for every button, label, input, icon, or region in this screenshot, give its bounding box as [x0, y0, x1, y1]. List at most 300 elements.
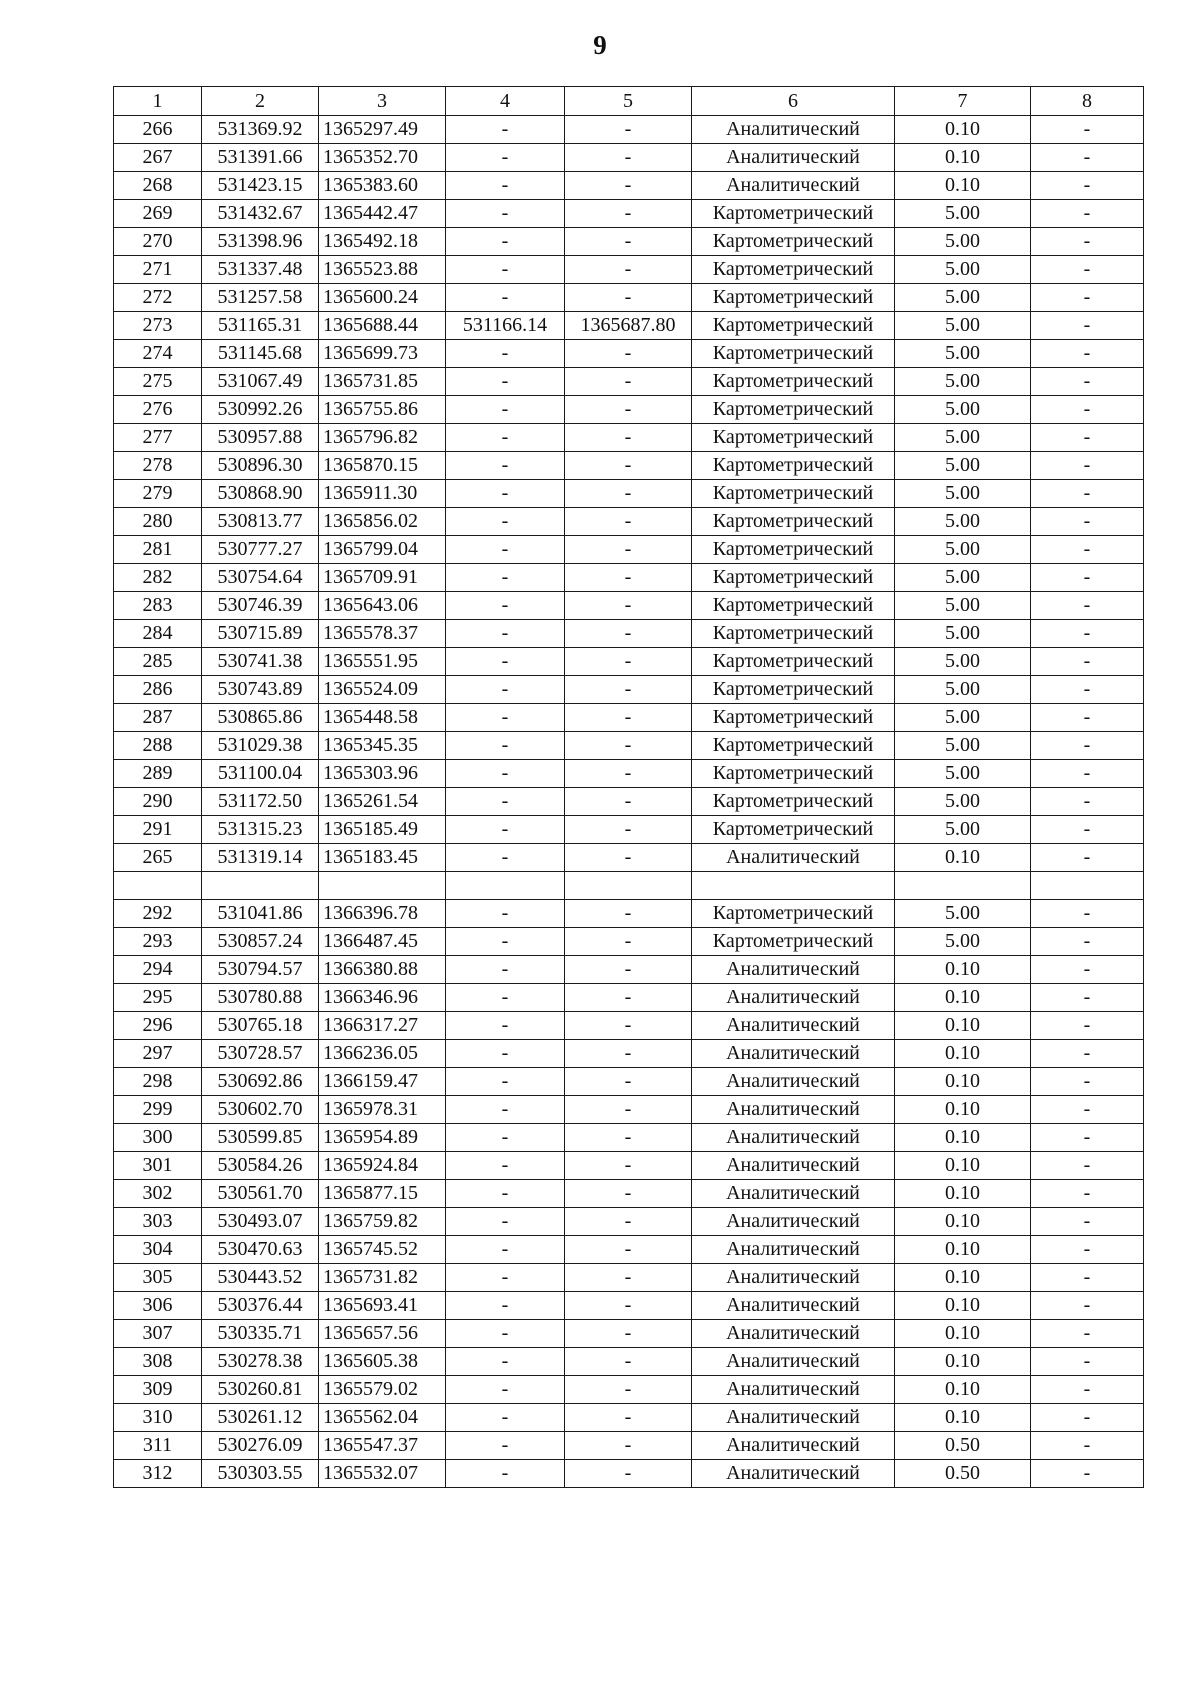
- table-cell-col-2: 530857.24: [202, 928, 319, 956]
- table-row: [114, 368, 1144, 396]
- table-cell-col-5: -: [565, 1348, 692, 1376]
- table-cell-col-7: 5.00: [895, 564, 1031, 592]
- table-cell-col-3: 1365796.82: [319, 424, 446, 452]
- table-cell-col-2: 530957.88: [202, 424, 319, 452]
- table-cell-col-2: 530584.26: [202, 1152, 319, 1180]
- table-cell-col-8: -: [1031, 1264, 1144, 1292]
- table-row: [114, 284, 1144, 312]
- table-cell-col-5: -: [565, 620, 692, 648]
- table-row: [114, 256, 1144, 284]
- table-cell-col-7: 5.00: [895, 228, 1031, 256]
- table-row: [114, 1348, 1144, 1376]
- table-cell-col-3: 1365911.30: [319, 480, 446, 508]
- table-cell-col-8: -: [1031, 144, 1144, 172]
- table-cell-col-7: 5.00: [895, 256, 1031, 284]
- table-row: [114, 648, 1144, 676]
- table-cell-col-5: -: [565, 1376, 692, 1404]
- table-cell-col-8: -: [1031, 564, 1144, 592]
- table-cell-col-3: 1365352.70: [319, 144, 446, 172]
- header-cell-col-3: 3: [319, 87, 446, 116]
- table-cell-col-8: -: [1031, 1376, 1144, 1404]
- table-cell-col-7: 5.00: [895, 592, 1031, 620]
- table-cell-col-1: 282: [114, 564, 202, 592]
- table-cell-col-8: -: [1031, 816, 1144, 844]
- table-cell-col-8: -: [1031, 312, 1144, 340]
- table-cell-col-3: 1365799.04: [319, 536, 446, 564]
- table-cell-col-5: -: [565, 1124, 692, 1152]
- table-cell-col-4: -: [446, 1264, 565, 1292]
- table-cell-col-2: 530754.64: [202, 564, 319, 592]
- table-row: [114, 480, 1144, 508]
- table-cell-col-7: 5.00: [895, 480, 1031, 508]
- table-cell-col-6: Аналитический: [692, 1376, 895, 1404]
- table-cell-col-5: -: [565, 704, 692, 732]
- table-cell-col-2: 530602.70: [202, 1096, 319, 1124]
- table-cell-col-6: Аналитический: [692, 144, 895, 172]
- table-cell-col-5: -: [565, 452, 692, 480]
- table-cell-col-3: 1365442.47: [319, 200, 446, 228]
- table-row: [114, 1040, 1144, 1068]
- header-cell-col-8: 8: [1031, 87, 1144, 116]
- table-cell-col-4: -: [446, 396, 565, 424]
- table-cell-col-6: Картометрический: [692, 536, 895, 564]
- table-row: [114, 1012, 1144, 1040]
- table-row: [114, 1236, 1144, 1264]
- table-cell-col-3: 1365261.54: [319, 788, 446, 816]
- table-cell-col-4: -: [446, 620, 565, 648]
- table-cell-col-3: 1365605.38: [319, 1348, 446, 1376]
- table-cell-col-8: -: [1031, 172, 1144, 200]
- table-cell-col-4: -: [446, 788, 565, 816]
- table-cell-col-4: -: [446, 368, 565, 396]
- table-cell-col-7: 0.10: [895, 1348, 1031, 1376]
- table-cell-col-7: 5.00: [895, 312, 1031, 340]
- table-cell-col-1: 279: [114, 480, 202, 508]
- table-cell-col-1: [114, 872, 202, 900]
- table-cell-col-7: 0.10: [895, 1180, 1031, 1208]
- table-cell-col-5: -: [565, 760, 692, 788]
- table-row: [114, 928, 1144, 956]
- table-cell-col-6: Аналитический: [692, 1096, 895, 1124]
- table-row: [114, 620, 1144, 648]
- table-cell-col-8: -: [1031, 480, 1144, 508]
- table-row: [114, 312, 1144, 340]
- table-cell-col-7: 0.10: [895, 1096, 1031, 1124]
- table-cell-col-2: 530443.52: [202, 1264, 319, 1292]
- table-cell-col-1: 288: [114, 732, 202, 760]
- table-cell-col-8: -: [1031, 1068, 1144, 1096]
- table-cell-col-2: 531391.66: [202, 144, 319, 172]
- table-cell-col-5: -: [565, 592, 692, 620]
- table-cell-col-5: -: [565, 900, 692, 928]
- table-cell-col-2: 530728.57: [202, 1040, 319, 1068]
- table-cell-col-8: -: [1031, 592, 1144, 620]
- table-cell-col-8: -: [1031, 1460, 1144, 1488]
- table-cell-col-7: [895, 872, 1031, 900]
- table-cell-col-6: Аналитический: [692, 844, 895, 872]
- table-cell-col-3: 1365547.37: [319, 1432, 446, 1460]
- table-cell-col-1: 294: [114, 956, 202, 984]
- table-cell-col-1: 274: [114, 340, 202, 368]
- table-cell-col-1: 267: [114, 144, 202, 172]
- table-cell-col-2: 530865.86: [202, 704, 319, 732]
- table-cell-col-5: -: [565, 1040, 692, 1068]
- table-cell-col-4: -: [446, 1124, 565, 1152]
- table-cell-col-2: 530260.81: [202, 1376, 319, 1404]
- table-cell-col-6: Картометрический: [692, 508, 895, 536]
- header-cell-col-5: 5: [565, 87, 692, 116]
- table-cell-col-4: -: [446, 228, 565, 256]
- table-cell-col-3: 1366236.05: [319, 1040, 446, 1068]
- table-cell-col-7: 5.00: [895, 508, 1031, 536]
- table-cell-col-5: -: [565, 648, 692, 676]
- table-cell-col-6: Картометрический: [692, 424, 895, 452]
- table-cell-col-5: -: [565, 816, 692, 844]
- table-cell-col-2: 531067.49: [202, 368, 319, 396]
- table-cell-col-3: 1366380.88: [319, 956, 446, 984]
- table-cell-col-3: [319, 872, 446, 900]
- table-cell-col-4: -: [446, 508, 565, 536]
- table-cell-col-7: 0.10: [895, 1236, 1031, 1264]
- table-cell-col-2: 530376.44: [202, 1292, 319, 1320]
- table-cell-col-3: 1365688.44: [319, 312, 446, 340]
- table-cell-col-1: 291: [114, 816, 202, 844]
- table-row: [114, 1320, 1144, 1348]
- table-cell-col-4: -: [446, 116, 565, 144]
- table-cell-col-8: -: [1031, 1040, 1144, 1068]
- table-cell-col-7: 0.10: [895, 1292, 1031, 1320]
- table-cell-col-4: -: [446, 1376, 565, 1404]
- table-cell-col-5: -: [565, 1012, 692, 1040]
- table-cell-col-6: Аналитический: [692, 1040, 895, 1068]
- table-row: [114, 1404, 1144, 1432]
- table-cell-col-8: -: [1031, 284, 1144, 312]
- table-cell-col-8: -: [1031, 368, 1144, 396]
- table-cell-col-7: 0.10: [895, 1376, 1031, 1404]
- table-cell-col-6: Картометрический: [692, 312, 895, 340]
- table-cell-col-8: -: [1031, 1348, 1144, 1376]
- table-row: [114, 564, 1144, 592]
- table-cell-col-8: -: [1031, 1404, 1144, 1432]
- table-cell-col-6: Картометрический: [692, 648, 895, 676]
- table-cell-col-1: 298: [114, 1068, 202, 1096]
- table-cell-col-5: -: [565, 1460, 692, 1488]
- table-cell-col-8: -: [1031, 732, 1144, 760]
- table-cell-col-4: -: [446, 1208, 565, 1236]
- table-cell-col-4: -: [446, 648, 565, 676]
- table-cell-col-7: 5.00: [895, 816, 1031, 844]
- table-cell-col-7: 5.00: [895, 648, 1031, 676]
- table-cell-col-7: 5.00: [895, 788, 1031, 816]
- table-cell-col-1: 275: [114, 368, 202, 396]
- table-row: [114, 424, 1144, 452]
- table-cell-col-3: 1365185.49: [319, 816, 446, 844]
- header-cell-col-6: 6: [692, 87, 895, 116]
- table-cell-col-2: 530715.89: [202, 620, 319, 648]
- table-cell-col-3: 1365643.06: [319, 592, 446, 620]
- table-cell-col-5: -: [565, 368, 692, 396]
- table-cell-col-4: -: [446, 1236, 565, 1264]
- table-cell-col-5: -: [565, 1208, 692, 1236]
- table-cell-col-6: Картометрический: [692, 900, 895, 928]
- table-cell-col-6: Аналитический: [692, 1348, 895, 1376]
- table-cell-col-8: -: [1031, 396, 1144, 424]
- table-row: [114, 116, 1144, 144]
- table-cell-col-3: 1365303.96: [319, 760, 446, 788]
- table-cell-col-8: -: [1031, 984, 1144, 1012]
- table-cell-col-5: -: [565, 1264, 692, 1292]
- table-cell-col-7: 0.10: [895, 1124, 1031, 1152]
- table-cell-col-2: 530303.55: [202, 1460, 319, 1488]
- table-cell-col-4: -: [446, 760, 565, 788]
- table-cell-col-6: Картометрический: [692, 928, 895, 956]
- table-cell-col-8: -: [1031, 676, 1144, 704]
- table-cell-col-3: 1365924.84: [319, 1152, 446, 1180]
- table-cell-col-3: 1365745.52: [319, 1236, 446, 1264]
- table-cell-col-7: 0.10: [895, 1152, 1031, 1180]
- table-cell-col-8: -: [1031, 1432, 1144, 1460]
- table-cell-col-7: 0.10: [895, 844, 1031, 872]
- table-row: [114, 340, 1144, 368]
- table-cell-col-5: -: [565, 396, 692, 424]
- table-cell-col-5: -: [565, 1068, 692, 1096]
- table-row: [114, 228, 1144, 256]
- table-cell-col-3: 1366317.27: [319, 1012, 446, 1040]
- table-cell-col-1: 297: [114, 1040, 202, 1068]
- table-cell-col-2: 530561.70: [202, 1180, 319, 1208]
- table-cell-col-7: 5.00: [895, 340, 1031, 368]
- table-cell-col-1: 300: [114, 1124, 202, 1152]
- table-cell-col-7: 0.50: [895, 1460, 1031, 1488]
- table-cell-col-8: -: [1031, 116, 1144, 144]
- table-cell-col-3: 1366346.96: [319, 984, 446, 1012]
- table-cell-col-5: -: [565, 984, 692, 1012]
- table-cell-col-4: 531166.14: [446, 312, 565, 340]
- table-cell-col-2: 530896.30: [202, 452, 319, 480]
- table-cell-col-3: 1365532.07: [319, 1460, 446, 1488]
- table-cell-col-3: 1365297.49: [319, 116, 446, 144]
- table-row: [114, 1180, 1144, 1208]
- table-row: [114, 816, 1144, 844]
- table-row: [114, 1208, 1144, 1236]
- table-row: [114, 200, 1144, 228]
- table-cell-col-7: 5.00: [895, 200, 1031, 228]
- table-cell-col-4: -: [446, 452, 565, 480]
- table-cell-col-6: Аналитический: [692, 1404, 895, 1432]
- table-cell-col-2: 530777.27: [202, 536, 319, 564]
- table-cell-col-1: 309: [114, 1376, 202, 1404]
- table-cell-col-2: 530493.07: [202, 1208, 319, 1236]
- table-cell-col-1: 289: [114, 760, 202, 788]
- table-cell-col-5: -: [565, 1236, 692, 1264]
- table-cell-col-2: [202, 872, 319, 900]
- table-cell-col-7: 0.10: [895, 144, 1031, 172]
- table-cell-col-1: 283: [114, 592, 202, 620]
- table-cell-col-1: 299: [114, 1096, 202, 1124]
- table-cell-col-2: 530741.38: [202, 648, 319, 676]
- table-cell-col-2: 531319.14: [202, 844, 319, 872]
- table-cell-col-6: Аналитический: [692, 1236, 895, 1264]
- table-cell-col-6: Картометрический: [692, 816, 895, 844]
- table-cell-col-3: 1365579.02: [319, 1376, 446, 1404]
- table-cell-col-8: -: [1031, 340, 1144, 368]
- table-row: [114, 788, 1144, 816]
- table-cell-col-6: [692, 872, 895, 900]
- table-cell-col-1: 290: [114, 788, 202, 816]
- table-cell-col-7: 5.00: [895, 704, 1031, 732]
- table-cell-col-1: 265: [114, 844, 202, 872]
- table-cell-col-5: -: [565, 732, 692, 760]
- table-cell-col-4: -: [446, 956, 565, 984]
- table-cell-col-3: 1365492.18: [319, 228, 446, 256]
- table-cell-col-3: 1365870.15: [319, 452, 446, 480]
- table-cell-col-1: 312: [114, 1460, 202, 1488]
- table-cell-col-6: Аналитический: [692, 1264, 895, 1292]
- table-cell-col-5: -: [565, 1432, 692, 1460]
- table-cell-col-5: -: [565, 956, 692, 984]
- table-cell-col-2: 530813.77: [202, 508, 319, 536]
- table-cell-col-8: -: [1031, 452, 1144, 480]
- table-cell-col-1: 304: [114, 1236, 202, 1264]
- table-cell-col-1: 305: [114, 1264, 202, 1292]
- table-cell-col-1: 301: [114, 1152, 202, 1180]
- table-cell-col-7: 5.00: [895, 284, 1031, 312]
- table-cell-col-6: Аналитический: [692, 1208, 895, 1236]
- table-row: [114, 1432, 1144, 1460]
- table-cell-col-2: 530765.18: [202, 1012, 319, 1040]
- table-cell-col-5: [565, 872, 692, 900]
- table-cell-col-2: 530794.57: [202, 956, 319, 984]
- table-cell-col-4: -: [446, 1320, 565, 1348]
- table-cell-col-8: -: [1031, 844, 1144, 872]
- table-cell-col-3: 1365856.02: [319, 508, 446, 536]
- table-cell-col-1: 306: [114, 1292, 202, 1320]
- table-cell-col-4: -: [446, 480, 565, 508]
- table-cell-col-1: 285: [114, 648, 202, 676]
- table-cell-col-6: Картометрический: [692, 340, 895, 368]
- table-cell-col-6: Аналитический: [692, 1320, 895, 1348]
- table-cell-col-1: 284: [114, 620, 202, 648]
- table-cell-col-4: -: [446, 340, 565, 368]
- table-cell-col-5: -: [565, 564, 692, 592]
- table-cell-col-4: -: [446, 1292, 565, 1320]
- table-cell-col-5: -: [565, 928, 692, 956]
- table-cell-col-1: 307: [114, 1320, 202, 1348]
- table-cell-col-3: 1365731.82: [319, 1264, 446, 1292]
- table-cell-col-3: 1365709.91: [319, 564, 446, 592]
- table-cell-col-6: Картометрический: [692, 676, 895, 704]
- table-cell-col-8: -: [1031, 900, 1144, 928]
- table-cell-col-6: Аналитический: [692, 172, 895, 200]
- table-row: [114, 704, 1144, 732]
- table-cell-col-6: Картометрический: [692, 704, 895, 732]
- header-cell-col-7: 7: [895, 87, 1031, 116]
- table-cell-col-6: Картометрический: [692, 620, 895, 648]
- table-row: [114, 508, 1144, 536]
- table-cell-col-3: 1365345.35: [319, 732, 446, 760]
- table-cell-col-1: 302: [114, 1180, 202, 1208]
- table-cell-col-5: -: [565, 200, 692, 228]
- table-cell-col-6: Картометрический: [692, 396, 895, 424]
- table-cell-col-4: -: [446, 256, 565, 284]
- table-cell-col-4: -: [446, 704, 565, 732]
- table-cell-col-5: -: [565, 1152, 692, 1180]
- table-cell-col-7: 0.10: [895, 116, 1031, 144]
- table-cell-col-5: -: [565, 788, 692, 816]
- table-cell-col-6: Аналитический: [692, 1180, 895, 1208]
- table-row: [114, 732, 1144, 760]
- table-cell-col-1: 270: [114, 228, 202, 256]
- table-cell-col-2: 530992.26: [202, 396, 319, 424]
- table-row: [114, 1376, 1144, 1404]
- table-cell-col-5: -: [565, 228, 692, 256]
- table-cell-col-7: 5.00: [895, 900, 1031, 928]
- table-cell-col-2: 531337.48: [202, 256, 319, 284]
- table-cell-col-1: 293: [114, 928, 202, 956]
- table-cell-col-2: 531100.04: [202, 760, 319, 788]
- table-cell-col-1: 292: [114, 900, 202, 928]
- table-cell-col-3: 1365954.89: [319, 1124, 446, 1152]
- coordinates-table: [113, 86, 1144, 1488]
- table-cell-col-4: -: [446, 144, 565, 172]
- table-row: [114, 676, 1144, 704]
- table-cell-col-1: 277: [114, 424, 202, 452]
- table-cell-col-6: Картометрический: [692, 760, 895, 788]
- table-cell-col-2: 530335.71: [202, 1320, 319, 1348]
- table-cell-col-7: 0.10: [895, 1264, 1031, 1292]
- table-cell-col-8: -: [1031, 1096, 1144, 1124]
- table-cell-col-6: Аналитический: [692, 1124, 895, 1152]
- table-row: [114, 1264, 1144, 1292]
- table-cell-col-7: 0.10: [895, 1068, 1031, 1096]
- table-cell-col-6: Аналитический: [692, 1432, 895, 1460]
- table-cell-col-4: -: [446, 1152, 565, 1180]
- table-cell-col-6: Картометрический: [692, 368, 895, 396]
- table-cell-col-8: -: [1031, 1180, 1144, 1208]
- table-cell-col-1: 281: [114, 536, 202, 564]
- table-cell-col-7: 0.10: [895, 1012, 1031, 1040]
- table-cell-col-4: -: [446, 1096, 565, 1124]
- table-cell-col-8: -: [1031, 620, 1144, 648]
- table-cell-col-1: 266: [114, 116, 202, 144]
- table-cell-col-8: -: [1031, 508, 1144, 536]
- table-cell-col-4: -: [446, 200, 565, 228]
- table-cell-col-6: Аналитический: [692, 1012, 895, 1040]
- table-cell-col-5: -: [565, 1320, 692, 1348]
- table-body: [114, 87, 1144, 1488]
- table-cell-col-6: Картометрический: [692, 228, 895, 256]
- table-cell-col-7: 5.00: [895, 928, 1031, 956]
- table-row: [114, 144, 1144, 172]
- table-cell-col-6: Аналитический: [692, 1068, 895, 1096]
- table-cell-col-2: 531369.92: [202, 116, 319, 144]
- table-cell-col-5: -: [565, 340, 692, 368]
- table-row: [114, 1292, 1144, 1320]
- table-cell-col-8: -: [1031, 228, 1144, 256]
- table-cell-col-3: 1365699.73: [319, 340, 446, 368]
- table-cell-col-3: 1365448.58: [319, 704, 446, 732]
- table-cell-col-5: -: [565, 116, 692, 144]
- table-cell-col-3: 1365600.24: [319, 284, 446, 312]
- table-cell-col-4: -: [446, 1404, 565, 1432]
- table-cell-col-5: -: [565, 480, 692, 508]
- table-cell-col-4: -: [446, 284, 565, 312]
- table-cell-col-7: 5.00: [895, 396, 1031, 424]
- table-cell-col-1: 311: [114, 1432, 202, 1460]
- table-cell-col-2: 530276.09: [202, 1432, 319, 1460]
- table-cell-col-1: 287: [114, 704, 202, 732]
- table-cell-col-4: -: [446, 1348, 565, 1376]
